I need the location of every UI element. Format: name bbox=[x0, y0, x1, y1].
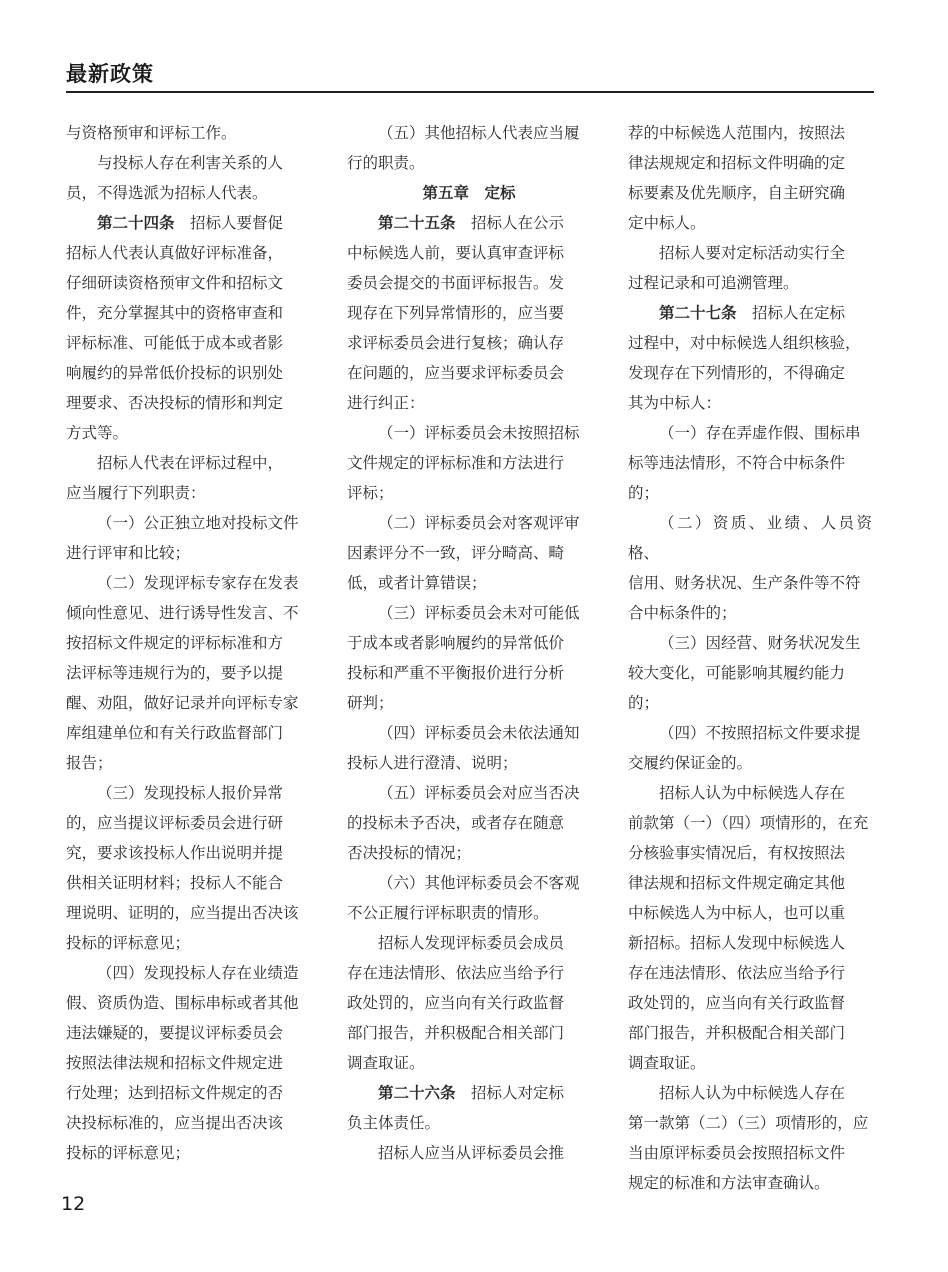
article-paragraph bbox=[347, 1078, 591, 1138]
article-number: 第二十四条 bbox=[97, 214, 175, 232]
text-line: 进行纠正： bbox=[347, 394, 425, 412]
chapter-heading: 第五章 定标 bbox=[422, 184, 516, 202]
text-line: 招标人在公示 bbox=[471, 214, 565, 232]
text-line: 按招标文件规定的评标标准和方 bbox=[66, 634, 284, 652]
paragraph bbox=[347, 118, 591, 178]
text-line: 中标候选人为中标人，也可以重 bbox=[628, 904, 846, 922]
paragraph bbox=[347, 928, 591, 1078]
section-title: 最新政策 bbox=[66, 62, 154, 86]
text-line: 律法规和招标文件规定确定其他 bbox=[628, 874, 846, 892]
text-line: 研判； bbox=[347, 694, 394, 712]
text-line: 员，不得选派为招标人代表。 bbox=[66, 184, 268, 202]
text-line: 分核验事实情况后，有权按照法 bbox=[628, 844, 846, 862]
text-line: （三）因经营、财务状况发生 bbox=[659, 634, 861, 652]
text-line: 求评标委员会进行复核；确认存 bbox=[347, 334, 565, 352]
text-line: 中标候选人前，要认真审查评标 bbox=[347, 244, 565, 262]
text-column-2 bbox=[347, 118, 591, 1168]
text-line: 招标人代表认真做好评标准备， bbox=[66, 244, 284, 262]
text-line: 进行评审和比较； bbox=[66, 544, 191, 562]
text-line: 供相关证明材料；投标人不能合 bbox=[66, 874, 284, 892]
text-line: 第一款第（二）（三）项情形的，应 bbox=[628, 1114, 869, 1132]
article-paragraph bbox=[347, 208, 591, 418]
text-line: 存在违法情形、依法应当给予行 bbox=[347, 964, 565, 982]
text-line: （二）发现评标专家存在发表 bbox=[97, 574, 299, 592]
header-divider bbox=[66, 91, 874, 93]
paragraph bbox=[347, 418, 591, 508]
text-line: 招标人代表在评标过程中， bbox=[97, 454, 284, 472]
paragraph bbox=[628, 1078, 872, 1198]
text-line: 前款第（一）（四）项情形的，在充 bbox=[628, 814, 869, 832]
text-line: 仔细研读资格预审文件和招标文 bbox=[66, 274, 284, 292]
paragraph bbox=[628, 418, 872, 508]
text-line: 的投标未予否决，或者存在随意 bbox=[347, 814, 565, 832]
text-line: 在问题的，应当要求评标委员会 bbox=[347, 364, 565, 382]
text-line: 投标和严重不平衡报价进行分析 bbox=[347, 664, 565, 682]
text-line: 理要求、否决投标的情形和判定 bbox=[66, 394, 284, 412]
text-line: 招标人在定标 bbox=[752, 304, 846, 322]
paragraph bbox=[347, 868, 591, 928]
text-line: 政处罚的，应当向有关行政监督 bbox=[628, 994, 846, 1012]
text-line: 信用、财务状况、生产条件等不符 bbox=[628, 574, 861, 592]
text-column-3 bbox=[628, 118, 872, 1198]
text-line: 较大变化，可能影响其履约能力 bbox=[628, 664, 846, 682]
text-line: 招标人认为中标候选人存在 bbox=[659, 784, 846, 802]
text-line: 不公正履行评标职责的情形。 bbox=[347, 904, 549, 922]
text-line: 投标人进行澄清、说明； bbox=[347, 754, 518, 772]
text-line: 当由原评标委员会按照招标文件 bbox=[628, 1144, 846, 1162]
text-line: （一）评标委员会未按照招标 bbox=[378, 424, 580, 442]
text-line: 其为中标人： bbox=[628, 394, 722, 412]
paragraph bbox=[347, 598, 591, 718]
text-line: 投标的评标意见； bbox=[66, 934, 191, 952]
text-line: 库组建单位和有关行政监督部门 bbox=[66, 724, 284, 742]
text-line: 招标人应当从评标委员会推 bbox=[378, 1144, 565, 1162]
text-line: 倾向性意见、进行诱导性发言、不 bbox=[66, 604, 299, 622]
text-line: 违法嫌疑的，要提议评标委员会 bbox=[66, 1024, 284, 1042]
paragraph bbox=[66, 148, 310, 208]
article-paragraph bbox=[66, 208, 310, 448]
text-line: 新招标。招标人发现中标候选人 bbox=[628, 934, 846, 952]
text-line: 的； bbox=[628, 484, 660, 502]
text-line: 过程中，对中标候选人组织核验， bbox=[628, 334, 861, 352]
article-paragraph bbox=[628, 298, 872, 418]
text-line: （一）公正独立地对投标文件 bbox=[97, 514, 299, 532]
text-line: 因素评分不一致，评分畸高、畸 bbox=[347, 544, 565, 562]
text-line: 部门报告，并积极配合相关部门 bbox=[347, 1024, 565, 1042]
text-line: 部门报告，并积极配合相关部门 bbox=[628, 1024, 846, 1042]
text-line: 投标的评标意见； bbox=[66, 1144, 191, 1162]
text-line: 定中标人。 bbox=[628, 214, 706, 232]
text-line: 发现存在下列情形的，不得确定 bbox=[628, 364, 846, 382]
text-line: 招标人要督促 bbox=[190, 214, 284, 232]
text-line: 荐的中标候选人范围内，按照法 bbox=[628, 124, 846, 142]
paragraph bbox=[628, 718, 872, 778]
paragraph bbox=[66, 958, 310, 1168]
paragraph bbox=[66, 508, 310, 568]
page-number: 12 bbox=[61, 1193, 86, 1215]
text-line: 报告； bbox=[66, 754, 113, 772]
text-line: 低，或者计算错误； bbox=[347, 574, 487, 592]
text-line: 标等违法情形，不符合中标条件 bbox=[628, 454, 846, 472]
text-line: 究，要求该投标人作出说明并提 bbox=[66, 844, 284, 862]
text-line: 规定的标准和方法审查确认。 bbox=[628, 1174, 830, 1192]
paragraph bbox=[628, 778, 872, 1078]
text-line: （六）其他评标委员会不客观 bbox=[378, 874, 580, 892]
text-line: （二）资质、业绩、人员资格、 bbox=[628, 514, 872, 562]
text-line: 与资格预审和评标工作。 bbox=[66, 124, 237, 142]
text-line: 件，充分掌握其中的资格审查和 bbox=[66, 304, 284, 322]
text-column-1 bbox=[66, 118, 310, 1168]
paragraph bbox=[66, 118, 310, 148]
text-line: （五）评标委员会对应当否决 bbox=[378, 784, 580, 802]
paragraph bbox=[628, 628, 872, 718]
text-line: 评标； bbox=[347, 484, 394, 502]
paragraph bbox=[347, 718, 591, 778]
text-line: 过程记录和可追溯管理。 bbox=[628, 274, 799, 292]
text-line: 招标人认为中标候选人存在 bbox=[659, 1084, 846, 1102]
text-line: 应当履行下列职责： bbox=[66, 484, 206, 502]
text-line: 文件规定的评标标准和方法进行 bbox=[347, 454, 565, 472]
paragraph bbox=[628, 118, 872, 238]
text-line: 假、资质伪造、围标串标或者其他 bbox=[66, 994, 299, 1012]
text-line: 招标人发现评标委员会成员 bbox=[378, 934, 565, 952]
text-line: 理说明、证明的，应当提出否决该 bbox=[66, 904, 299, 922]
text-line: 调查取证。 bbox=[347, 1054, 425, 1072]
paragraph bbox=[347, 1138, 591, 1168]
text-line: 否决投标的情况； bbox=[347, 844, 472, 862]
text-line: 按照法律法规和招标文件规定进 bbox=[66, 1054, 284, 1072]
text-line: 委员会提交的书面评标报告。发 bbox=[347, 274, 565, 292]
text-line: 负主体责任。 bbox=[347, 1114, 441, 1132]
paragraph bbox=[66, 568, 310, 778]
text-line: 政处罚的，应当向有关行政监督 bbox=[347, 994, 565, 1012]
text-line: 行的职责。 bbox=[347, 154, 425, 172]
text-line: 交履约保证金的。 bbox=[628, 754, 753, 772]
text-line: 行处理；达到招标文件规定的否 bbox=[66, 1084, 284, 1102]
text-line: 与投标人存在利害关系的人 bbox=[97, 154, 284, 172]
text-line: （二）评标委员会对客观评审 bbox=[378, 514, 580, 532]
text-line: 招标人对定标 bbox=[471, 1084, 565, 1102]
paragraph bbox=[347, 508, 591, 598]
article-number: 第二十五条 bbox=[378, 214, 456, 232]
text-line: 响履约的异常低价投标的识别处 bbox=[66, 364, 284, 382]
paragraph bbox=[628, 238, 872, 298]
text-line: 方式等。 bbox=[66, 424, 129, 442]
text-line: 于成本或者影响履约的异常低价 bbox=[347, 634, 565, 652]
text-line: 评标标准、可能低于成本或者影 bbox=[66, 334, 284, 352]
paragraph bbox=[66, 448, 310, 508]
article-number: 第二十六条 bbox=[378, 1084, 456, 1102]
text-line: 醒、劝阻，做好记录并向评标专家 bbox=[66, 694, 299, 712]
text-line: 决投标标准的，应当提出否决该 bbox=[66, 1114, 284, 1132]
text-line: （四）不按照招标文件要求提 bbox=[659, 724, 861, 742]
text-line: 存在违法情形、依法应当给予行 bbox=[628, 964, 846, 982]
text-line: 标要素及优先顺序，自主研究确 bbox=[628, 184, 846, 202]
paragraph bbox=[347, 778, 591, 868]
text-line: 招标人要对定标活动实行全 bbox=[659, 244, 846, 262]
text-line: （三）发现投标人报价异常 bbox=[97, 784, 284, 802]
text-line: 法评标等违规行为的，要予以提 bbox=[66, 664, 284, 682]
text-line: （五）其他招标人代表应当履 bbox=[378, 124, 580, 142]
text-line: 律法规规定和招标文件明确的定 bbox=[628, 154, 846, 172]
article-number: 第二十七条 bbox=[659, 304, 737, 322]
text-line: 合中标条件的； bbox=[628, 604, 737, 622]
paragraph bbox=[628, 508, 872, 628]
text-line: （四）发现投标人存在业绩造 bbox=[97, 964, 299, 982]
paragraph bbox=[66, 778, 310, 958]
text-line: 的； bbox=[628, 694, 660, 712]
text-line: （四）评标委员会未依法通知 bbox=[378, 724, 580, 742]
text-line: （三）评标委员会未对可能低 bbox=[378, 604, 580, 622]
text-line: 的，应当提议评标委员会进行研 bbox=[66, 814, 284, 832]
text-line: （一）存在弄虚作假、围标串 bbox=[659, 424, 861, 442]
text-line: 现存在下列异常情形的，应当要 bbox=[347, 304, 565, 322]
text-line: 调查取证。 bbox=[628, 1054, 706, 1072]
